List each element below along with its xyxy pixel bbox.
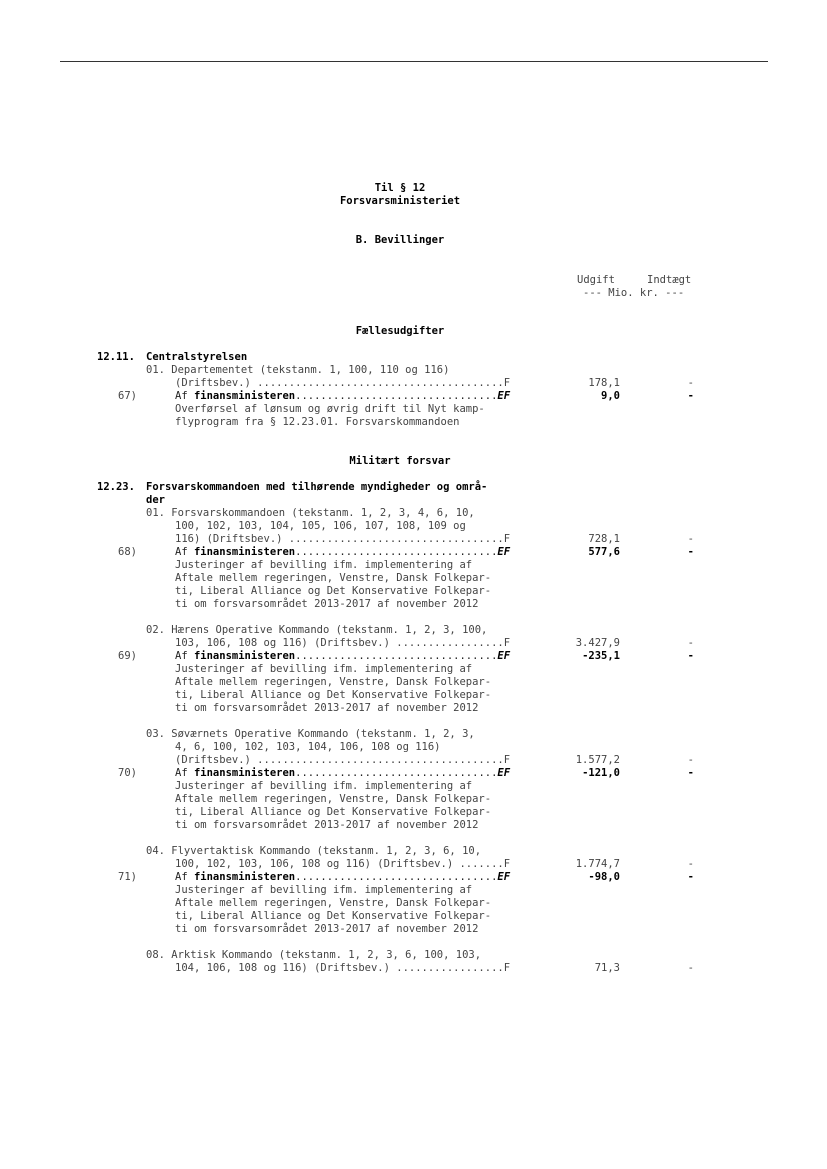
change-number: 71) [118, 871, 137, 883]
account-line: 100, 102, 103, 106, 108 og 116) (Driftsbev.) .......F [175, 858, 511, 870]
change-line: Af finansministeren................................EF [175, 546, 511, 558]
change-description: Justeringer af bevilling ifm. implementering af [175, 559, 473, 571]
account-line: (Driftsbev.) .......................................F [175, 754, 511, 766]
account-line: 100, 102, 103, 104, 105, 106, 107, 108, 109 og [175, 520, 466, 532]
section-number: 12.11. [97, 351, 135, 363]
change-description: Justeringer af bevilling ifm. implementering af [175, 780, 473, 792]
change-line: Af finansministeren................................EF [175, 767, 511, 779]
change-description: Justeringer af bevilling ifm. implementering af [175, 884, 473, 896]
section-name: der [146, 494, 165, 506]
udgift-value: 71,3 [594, 962, 620, 974]
change-description: Justeringer af bevilling ifm. implementering af [175, 663, 473, 675]
indtaegt-value: - [687, 754, 694, 766]
indtaegt-value: - [687, 546, 694, 558]
udgift-value: -235,1 [582, 650, 620, 662]
change-description: Overførsel af lønsum og øvrig drift til Nyt kamp- [175, 403, 485, 415]
account-line: 104, 106, 108 og 116) (Driftsbev.) .................F [175, 962, 511, 974]
section-name: Forsvarskommandoen med tilhørende myndigheder og områ- [146, 481, 488, 493]
account-line: 04. Flyvertaktisk Kommando (tekstanm. 1, 2, 3, 6, 10, [146, 845, 482, 857]
change-description: ti om forsvarsområdet 2013-2017 af november 2012 [175, 819, 479, 831]
indtaegt-value: - [687, 871, 694, 883]
change-description: ti, Liberal Alliance og Det Konservative Folkepar- [175, 689, 492, 701]
change-description: flyprogram fra § 12.23.01. Forsvarskommandoen [175, 416, 460, 428]
indtaegt-value: - [687, 767, 694, 779]
udgift-value: 9,0 [601, 390, 620, 402]
indtaegt-value: - [687, 858, 694, 870]
account-line: 103, 106, 108 og 116) (Driftsbev.) .................F [175, 637, 511, 649]
group-heading: Fællesudgifter [355, 325, 445, 337]
ministry-title: Forsvarsministeriet [339, 195, 461, 207]
change-description: ti om forsvarsområdet 2013-2017 af november 2012 [175, 923, 479, 935]
udgift-value: 178,1 [588, 377, 620, 389]
indtaegt-value: - [687, 377, 694, 389]
column-indtaegt-header: Indtægt [647, 274, 692, 286]
section-number: 12.23. [97, 481, 135, 493]
udgift-value: 577,6 [588, 546, 620, 558]
udgift-value: 1.774,7 [575, 858, 620, 870]
section-name: Centralstyrelsen [146, 351, 248, 363]
account-line: (Driftsbev.) .......................................F [175, 377, 511, 389]
change-line: Af finansministeren................................EF [175, 390, 511, 402]
column-udgift-header: Udgift [577, 274, 615, 286]
change-number: 69) [118, 650, 137, 662]
change-line: Af finansministeren................................EF [175, 871, 511, 883]
change-description: ti, Liberal Alliance og Det Konservative Folkepar- [175, 806, 492, 818]
account-line: 03. Søværnets Operative Kommando (tekstanm. 1, 2, 3, [146, 728, 475, 740]
indtaegt-value: - [687, 650, 694, 662]
indtaegt-value: - [687, 962, 694, 974]
page-title: Til § 12 [374, 182, 426, 194]
change-description: Aftale mellem regeringen, Venstre, Dansk Folkepar- [175, 676, 492, 688]
change-description: Aftale mellem regeringen, Venstre, Dansk Folkepar- [175, 793, 492, 805]
account-line: 01. Forsvarskommandoen (tekstanm. 1, 2, 3, 4, 6, 10, [146, 507, 475, 519]
change-line: Af finansministeren................................EF [175, 650, 511, 662]
change-description: ti om forsvarsområdet 2013-2017 af november 2012 [175, 598, 479, 610]
account-line: 116) (Driftsbev.) ..................................F [175, 533, 511, 545]
indtaegt-value: - [687, 637, 694, 649]
section-title: B. Bevillinger [355, 234, 445, 246]
udgift-value: -121,0 [582, 767, 620, 779]
account-line: 02. Hærens Operative Kommando (tekstanm. 1, 2, 3, 100, [146, 624, 488, 636]
change-description: ti, Liberal Alliance og Det Konservative Folkepar- [175, 910, 492, 922]
account-line: 01. Departementet (tekstanm. 1, 100, 110 og 116) [146, 364, 450, 376]
change-number: 67) [118, 390, 137, 402]
change-description: ti om forsvarsområdet 2013-2017 af november 2012 [175, 702, 479, 714]
group-heading: Militært forsvar [349, 455, 451, 467]
change-number: 70) [118, 767, 137, 779]
indtaegt-value: - [687, 533, 694, 545]
udgift-value: 3.427,9 [575, 637, 620, 649]
change-description: Aftale mellem regeringen, Venstre, Dansk Folkepar- [175, 897, 492, 909]
udgift-value: 728,1 [588, 533, 620, 545]
change-description: ti, Liberal Alliance og Det Konservative Folkepar- [175, 585, 492, 597]
header-rule [60, 61, 768, 62]
change-description: Aftale mellem regeringen, Venstre, Dansk Folkepar- [175, 572, 492, 584]
account-line: 4, 6, 100, 102, 103, 104, 106, 108 og 116) [175, 741, 441, 753]
column-unit-header: --- Mio. kr. --- [583, 287, 685, 299]
indtaegt-value: - [687, 390, 694, 402]
udgift-value: 1.577,2 [575, 754, 620, 766]
udgift-value: -98,0 [588, 871, 620, 883]
change-number: 68) [118, 546, 137, 558]
account-line: 08. Arktisk Kommando (tekstanm. 1, 2, 3, 6, 100, 103, [146, 949, 482, 961]
